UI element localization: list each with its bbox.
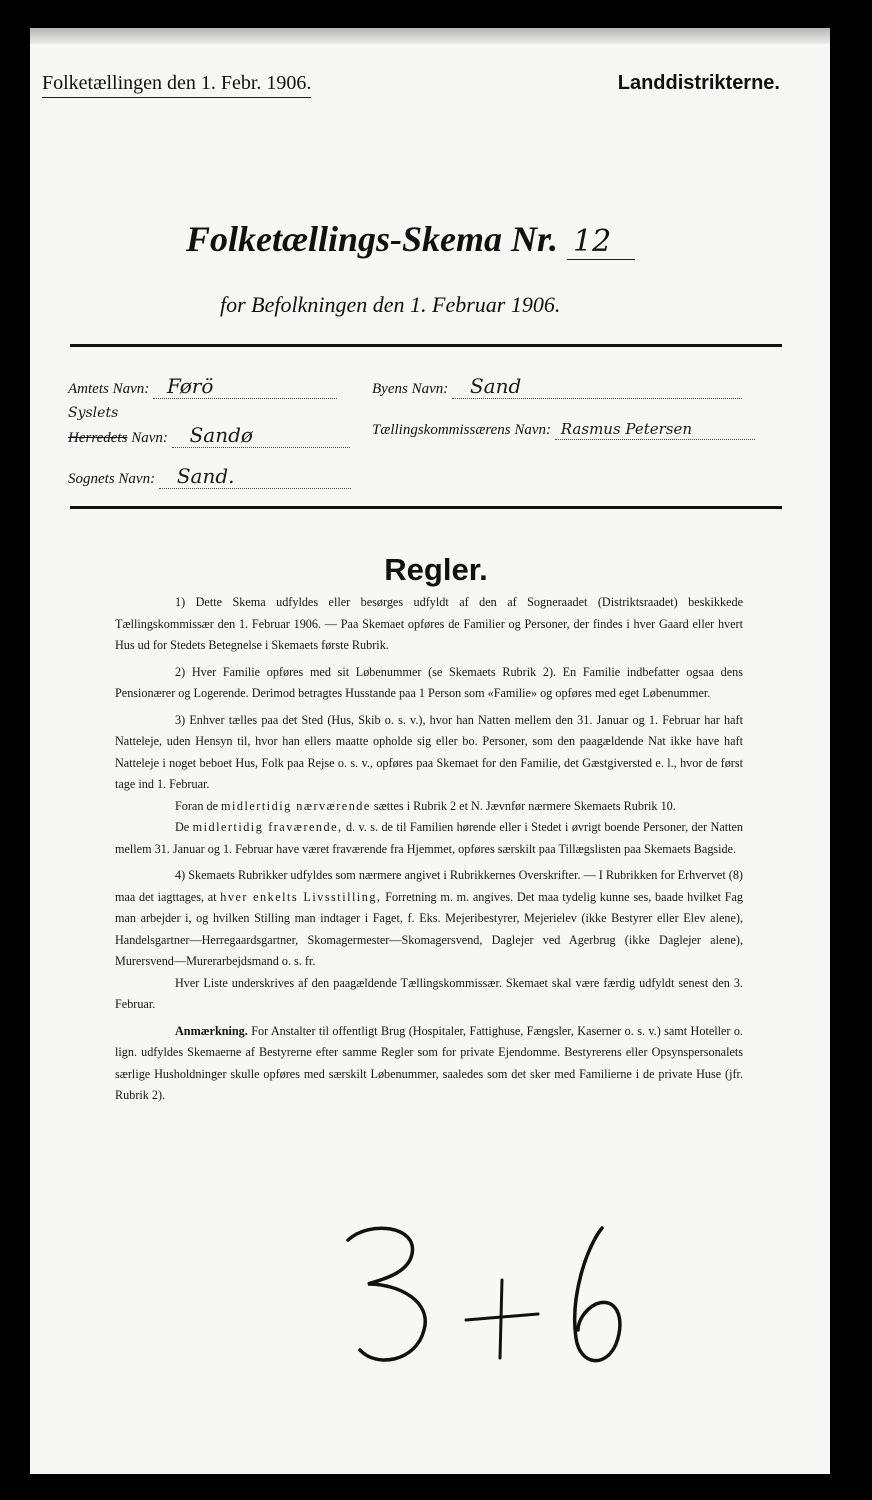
by-value: Sand: [469, 374, 522, 398]
form-number: 12: [567, 224, 635, 260]
rules-heading: Regler.: [384, 552, 488, 587]
rule-3b-spaced: midlertidig nærværende: [221, 798, 371, 813]
sogn-value: Sand.: [176, 464, 235, 488]
by-label: Byens Navn:: [372, 381, 449, 397]
rule-3b-post: sættes i Rubrik 2 et N. Jævnfør nærmere Skemaets Rubrik 10.: [373, 798, 676, 813]
sogn-field: [68, 464, 351, 489]
rule-4-spaced: hver enkelts Livsstilling,: [220, 889, 382, 904]
annotation-text: For Anstalter til offentligt Brug (Hospitaler, Fattighuse, Fængsler, Kaserner o. s. v.) samt Hoteller o. lign. udfyldes Skemaerne af Bestyrerne efter samme Regler som for private Ejendomme. Bestyrerens eller Opsynspersonalets særlige Husholdninger skulle opføres med særskilt Løbenummer, saaledes som det sker med Familierne i de private Huse (jfr. Rubrik 2).: [115, 1023, 744, 1102]
rule-3: 3) Enhver tælles paa det Sted (Hus, Skib o. s. v.), hvor han Natten mellem den 31. Januar og 1. Februar har haft Natteleje, uden Hensyn til, hvor han ellers maatte opholde sig eller bo. Personer, som den paagældende Nat ikke have haft Natteleje i noget beboet Hus, Folk paa Rejse o. s. v., opføres paa Skemaet for den Familie, det Gæstgiversted e. l., hvor de først tage ind 1. Februar.: [115, 712, 743, 791]
amt-field: [68, 374, 337, 399]
rule-4-post: Forretning m. m. angives. Det maa tydelig kunne ses, baade hvilket Fag man arbejder i, og hvilken Stilling man indtager i Faget, f. Eks. Mejeribestyrer, Mejerielev (ikke Bestyrer eller Elev alene), Handelsgartner—Herregaardsgartner, Skomagermester—Skomagersvend, Daglejer ved Agerbrug (ikke Daglejer alene), Murersvend—Murerarbejdsmand o. s. fr.: [115, 889, 743, 968]
annotation-label: Anmærkning.: [175, 1023, 248, 1038]
herred-prefix: Syslets: [68, 405, 119, 421]
kommissaer-value: Rasmus Petersen: [560, 420, 693, 438]
annotation: [115, 1021, 743, 1107]
rule-4-pre: 4) Skemaets Rubrikker udfyldes som nærmere angivet i Rubrikkernes Overskrifter. — I Rubrikken for Erhvervet (8) maa det iagttages, at: [115, 868, 743, 904]
rule-2: 2) Hver Familie opføres med sit Løbenummer (se Skemaets Rubrik 2). En Familie indbefatter ogsaa dens Pensionærer og Logerende. Derimod betragtes Husstande paa 1 Person som «Familie» og opføres med eget Løbenummer.: [115, 664, 743, 700]
rule-3c-pre: De: [175, 820, 190, 834]
form-subtitle: for Befolkningen den 1. Februar 1906.: [220, 292, 561, 317]
amt-label: Amtets Navn:: [68, 381, 150, 397]
kommissaer-field: [372, 420, 755, 440]
rule-3b: [115, 796, 743, 818]
sogn-label: Sognets Navn:: [68, 471, 156, 487]
amt-value: Førö: [166, 374, 214, 398]
herred-field: [68, 423, 350, 448]
by-field: [372, 374, 742, 399]
rules-text: [115, 592, 743, 1112]
rule-3c: [115, 817, 743, 860]
form-title-text: Folketællings-Skema Nr.: [186, 219, 559, 259]
handwritten-count-drawing: [340, 1218, 640, 1378]
rule-3c-post: d. v. s. de til Familien hørende eller i Stedet i øvrigt boende Personer, der Natten mellem 31. Januar og 1. Februar have været fraværende fra Hjemmet, opføres særskilt paa Tillægslisten paa Skemaets Bagside.: [115, 820, 743, 856]
rule-4: [115, 865, 743, 973]
top-divider: [70, 344, 782, 347]
bottom-divider: [70, 506, 782, 509]
herred-prefix-group: [68, 406, 118, 421]
herred-label: Navn:: [131, 430, 168, 446]
rule-4b: Hver Liste underskrives af den paagældende Tællingskommissær. Skemaet skal være færdig udfyldt senest den 3. Februar.: [115, 975, 743, 1011]
handwritten-count: [340, 1218, 640, 1383]
district-type-header: Landdistrikterne.: [617, 72, 780, 94]
rule-1: 1) Dette Skema udfyldes eller besørges udfyldt af den af Sogneraadet (Distriktsraadet) beskikkede Tællingskommissær den 1. Februar 1906. — Paa Skemaet opføres de Familier og Personer, der findes i hver Gaard eller hvert Hus ud for Stedets Betegnelse i Skemaets første Rubrik.: [115, 595, 743, 652]
herred-struck-label: Herredets: [68, 430, 128, 446]
herred-value: Sandø: [189, 423, 253, 447]
rule-3c-spaced: midlertidig fraværende,: [192, 820, 343, 834]
rule-3b-pre: Foran de: [175, 798, 218, 813]
form-title: [186, 218, 635, 260]
kommissaer-label: Tællingskommissærens Navn:: [372, 422, 552, 438]
census-header-date: Folketællingen den 1. Febr. 1906.: [42, 72, 311, 98]
